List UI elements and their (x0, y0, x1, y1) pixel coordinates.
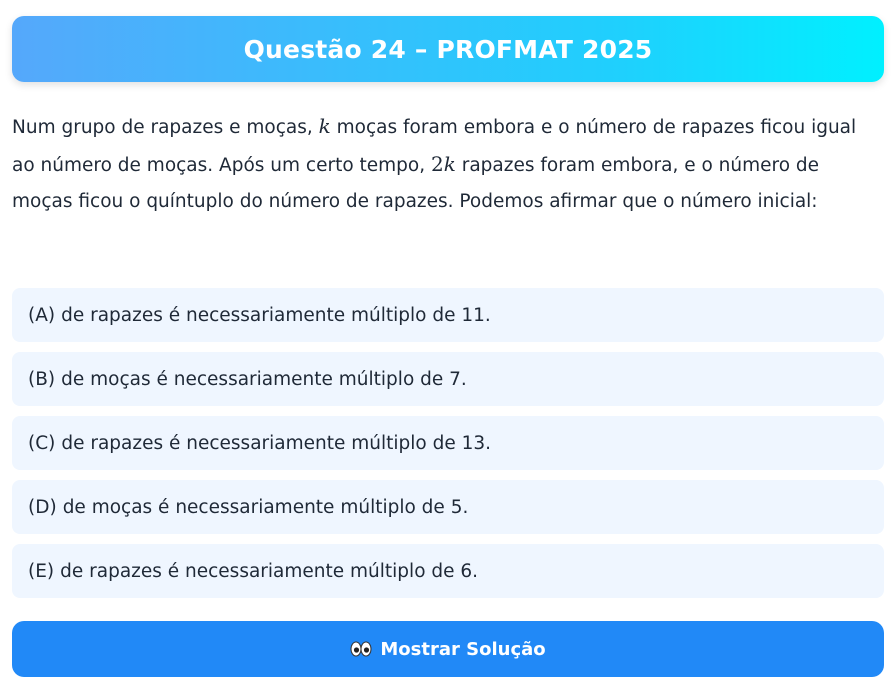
option-text: de rapazes é necessariamente múltiplo de 6. (60, 560, 479, 582)
question-part-3: rapazes foram embora, e o número de moças ficou o quíntuplo do número de rapazes. Podemos afirmar que o número inicial: (12, 155, 820, 212)
option-letter: (B) (28, 368, 56, 390)
eyes-icon (350, 641, 372, 657)
page-title: Questão 24 – PROFMAT 2025 (243, 34, 653, 64)
option-c[interactable] (12, 416, 884, 470)
show-solution-button[interactable] (12, 621, 884, 677)
question-part-1: Num grupo de rapazes e moças, (12, 117, 319, 138)
option-text: de moças é necessariamente múltiplo de 7. (61, 368, 467, 390)
math-expression-2k (431, 152, 456, 176)
option-text: de moças é necessariamente múltiplo de 5. (62, 496, 469, 518)
option-letter: (C) (28, 432, 56, 454)
option-a[interactable] (12, 288, 884, 342)
math-coefficient: 2 (431, 152, 444, 176)
option-d[interactable] (12, 480, 884, 534)
option-e[interactable] (12, 544, 884, 598)
option-letter: (E) (28, 560, 55, 582)
question-part-2: moças foram embora e o número de rapazes ficou igual ao número de moças. Após um certo tempo, (12, 117, 857, 176)
option-b[interactable] (12, 352, 884, 406)
math-variable-k: k (318, 114, 331, 138)
answer-options (12, 288, 884, 608)
option-letter: (A) (28, 304, 56, 326)
question-text (12, 108, 884, 220)
math-variable-k-2: k (443, 152, 456, 176)
option-text: de rapazes é necessariamente múltiplo de 13. (61, 432, 492, 454)
option-text: de rapazes é necessariamente múltiplo de 11. (61, 304, 491, 326)
show-solution-label: Mostrar Solução (380, 638, 546, 660)
option-letter: (D) (28, 496, 57, 518)
question-header (12, 16, 884, 82)
